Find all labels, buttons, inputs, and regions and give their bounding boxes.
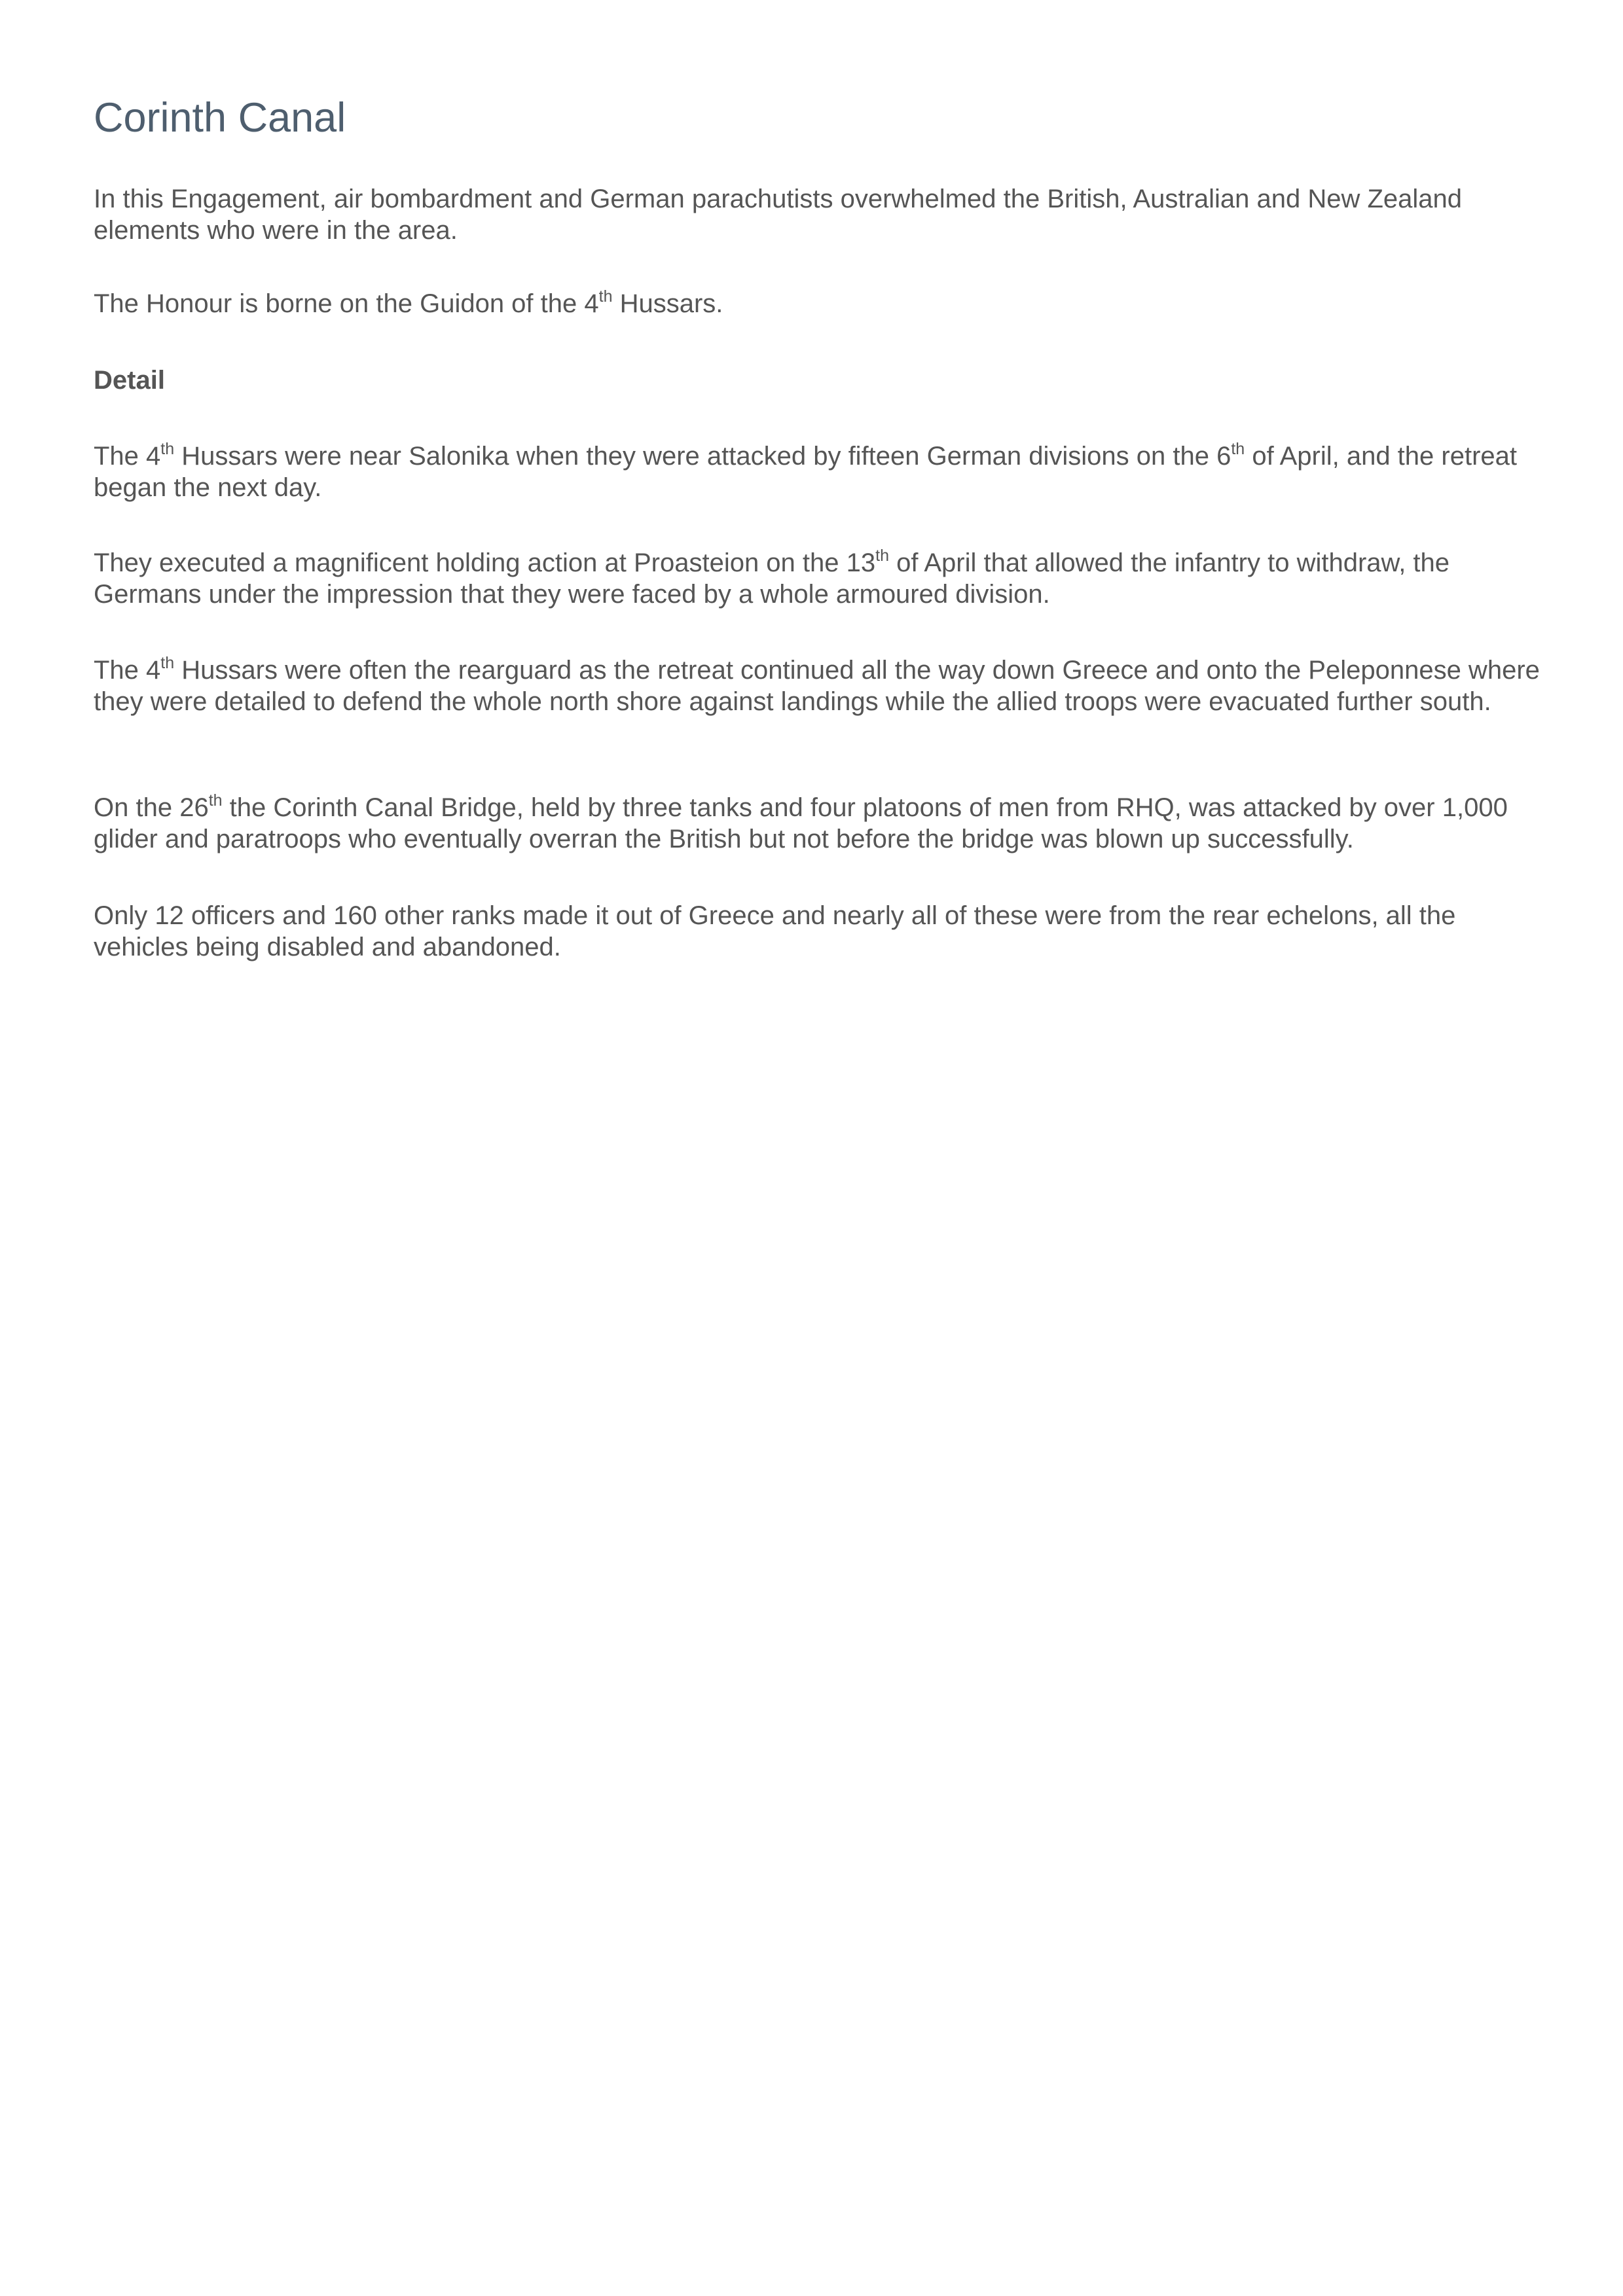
p3-superscript: th (160, 653, 175, 672)
p4-text-a: On the 26 (94, 793, 209, 822)
detail-heading: Detail (94, 366, 165, 395)
p1-superscript-2: th (1231, 439, 1245, 458)
p1-superscript-1: th (160, 439, 175, 458)
p2-text-b: of April that allowed the infantry to withdraw, the Germans under the impression that they were faced by a whole armoured division. (94, 548, 1450, 609)
honour-paragraph (94, 288, 1544, 319)
p1-text-b: Hussars were near Salonika when they were attacked by fifteen German divisions on the 6 (174, 442, 1231, 471)
honour-superscript: th (598, 287, 613, 306)
p2-text-a: They executed a magnificent holding action at Proasteion on the 13 (94, 548, 876, 577)
detail-paragraph-1 (94, 440, 1544, 503)
p1-text-a: The 4 (94, 442, 161, 471)
p1-text-c: of April, and the retreat began the next day. (94, 442, 1518, 502)
honour-text-after: Hussars. (612, 289, 723, 318)
intro-paragraph: In this Engagement, air bombardment and German parachutists overwhelmed the British, Australian and New Zealand elements who were in the area. (94, 185, 1462, 245)
p3-text-b: Hussars were often the rearguard as the retreat continued all the way down Greece and onto the Peleponnese where they were detailed to defend the whole north shore against landings while the allied troops were evacuated further south. (94, 656, 1540, 716)
page-title: Corinth Canal (94, 95, 346, 141)
detail-paragraph-3 (94, 655, 1544, 717)
detail-paragraph-4 (94, 792, 1544, 855)
p4-text-b: the Corinth Canal Bridge, held by three tanks and four platoons of men from RHQ, was attacked by over 1,000 glider and paratroops who eventually overran the British but not before the bridge was blown up successfully. (94, 793, 1508, 853)
detail-paragraph-5: Only 12 officers and 160 other ranks made it out of Greece and nearly all of these were from the rear echelons, all the vehicles being disabled and abandoned. (94, 901, 1456, 961)
detail-paragraph-2 (94, 547, 1544, 610)
honour-text-before: The Honour is borne on the Guidon of the 4 (94, 289, 599, 318)
p3-text-a: The 4 (94, 656, 161, 685)
p4-superscript: th (208, 791, 223, 810)
p2-superscript: th (875, 546, 889, 565)
